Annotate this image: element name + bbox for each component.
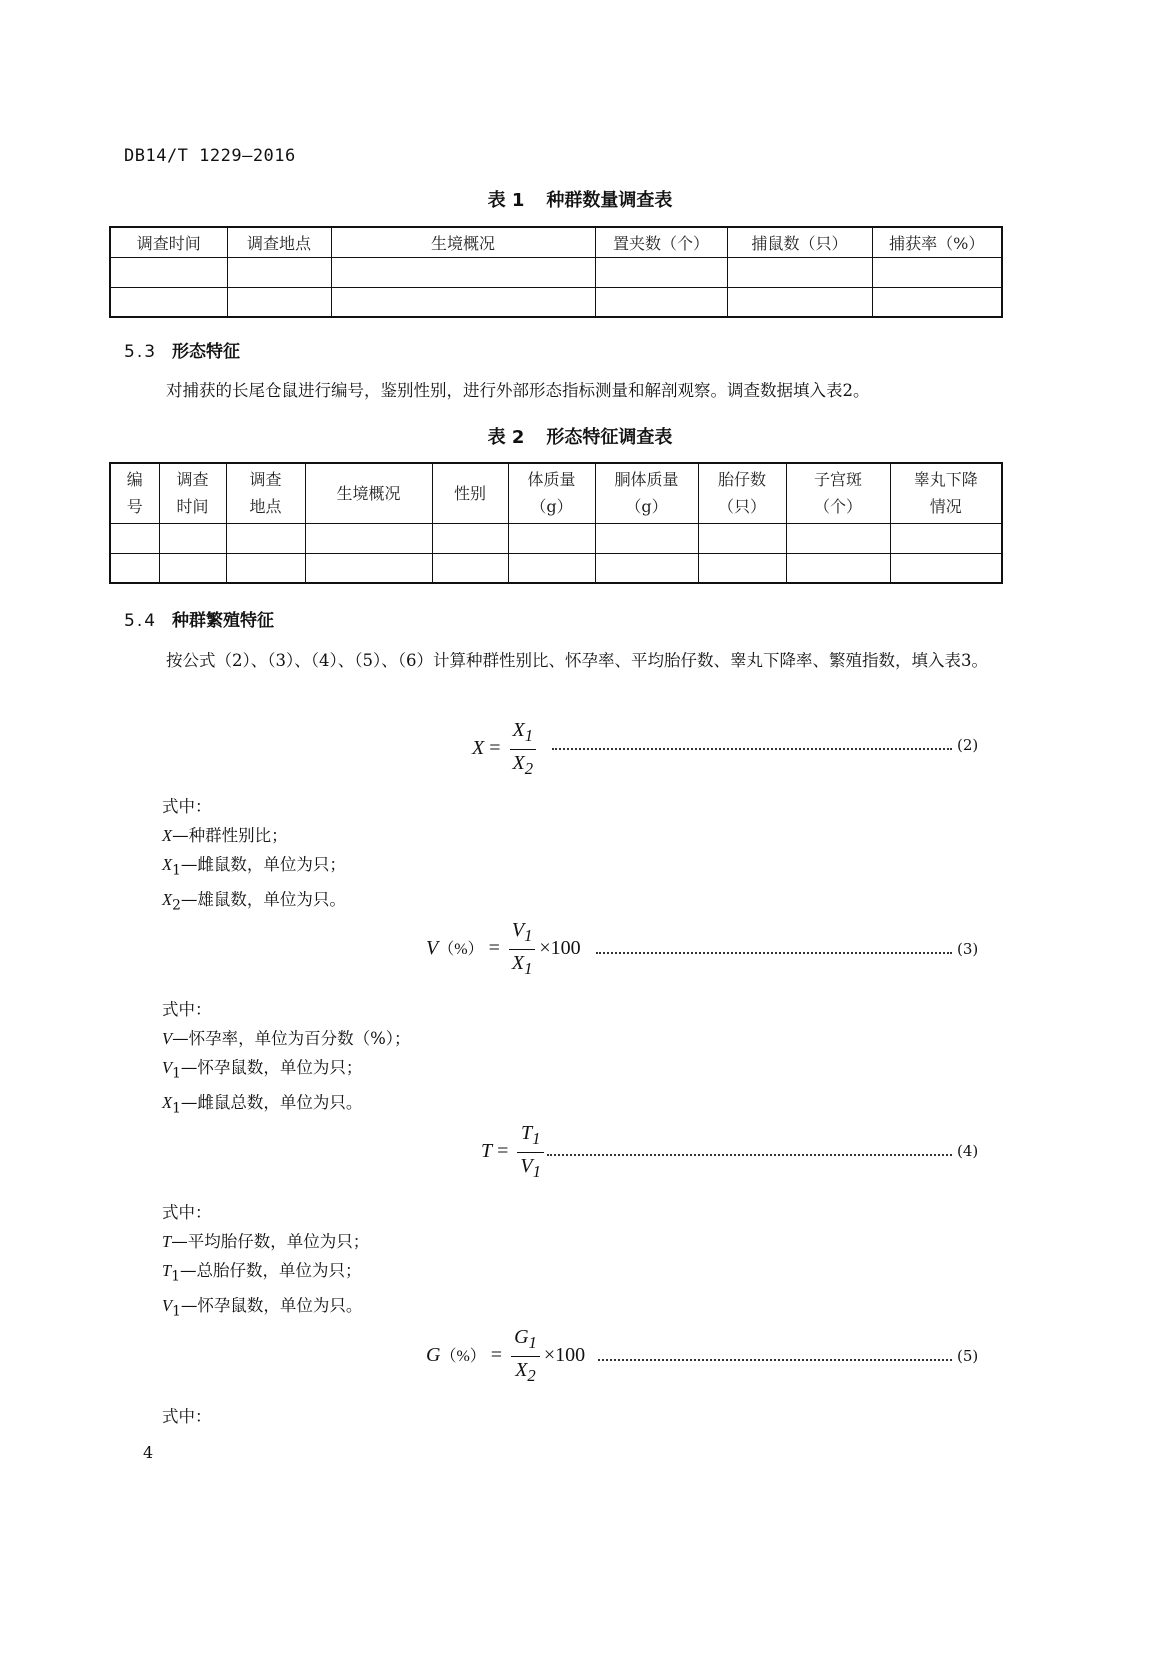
where-label: 式中： (162, 1407, 212, 1426)
table-cell (227, 287, 331, 317)
table2-col-header: 生境概况 (305, 463, 432, 523)
table-cell (227, 257, 331, 287)
table-cell (305, 553, 432, 583)
where-label: 式中： (162, 1000, 212, 1019)
leader-dots (552, 748, 952, 750)
equation-number: (5) (957, 1347, 979, 1365)
table-cell (159, 523, 226, 553)
equation-number: (3) (957, 940, 979, 958)
table-cell (110, 257, 227, 287)
section-title: 形态特征 (172, 342, 240, 362)
table-row (110, 553, 1002, 583)
table-cell (872, 287, 1002, 317)
table2-col-header: 编 号 (110, 463, 159, 523)
table2-col-header: 性别 (432, 463, 508, 523)
table-cell (595, 257, 727, 287)
table2-col-header: 调查 地点 (226, 463, 305, 523)
table2-col-header: 睾丸下降 情况 (890, 463, 1002, 523)
table-cell (331, 287, 595, 317)
table-cell (159, 553, 226, 583)
table1-caption (0, 186, 1160, 212)
table1-col-header: 调查时间 (110, 227, 227, 257)
table1-col-header: 置夹数（个） (595, 227, 727, 257)
table1-col-header: 捕获率（%） (872, 227, 1002, 257)
table-cell (432, 523, 508, 553)
table1-caption-title: 种群数量调查表 (546, 190, 673, 211)
variable-definition: T—平均胎仔数，单位为只； (162, 1232, 370, 1251)
table-cell (331, 257, 595, 287)
table2-caption-title: 形态特征调查表 (546, 427, 673, 448)
table-cell (890, 523, 1002, 553)
morphology-survey-table (109, 462, 1003, 584)
standard-number: DB14/T 1229—2016 (124, 146, 296, 166)
table-cell (110, 523, 159, 553)
table-cell (508, 553, 595, 583)
where-label: 式中： (162, 797, 212, 816)
section-5-3-heading (124, 337, 240, 362)
formula-3: V（%） = $\frac{V_1}{X_1}$ ×100 (426, 919, 581, 978)
variable-definition: $V_1—$怀孕鼠数，单位为只。 (162, 1296, 363, 1320)
section-title: 种群繁殖特征 (172, 611, 274, 631)
where-block-5 (162, 1402, 212, 1431)
section-number: 5.3 (124, 342, 158, 362)
table-cell (305, 523, 432, 553)
page-number: 4 (143, 1443, 154, 1462)
table-cell (595, 287, 727, 317)
table-cell (698, 523, 786, 553)
leader-dots (547, 1154, 952, 1156)
where-block-2 (162, 792, 346, 921)
variable-definition: $X_1—$雌鼠数，单位为只； (162, 855, 346, 879)
variable-definition: $T_1—$总胎仔数，单位为只； (162, 1261, 362, 1285)
table2-col-header: 体质量 （g） (508, 463, 595, 523)
where-block-4 (162, 1198, 369, 1327)
table-cell (508, 523, 595, 553)
table2-caption (0, 423, 1160, 449)
table-cell (786, 553, 890, 583)
table2-col-header: 调查 时间 (159, 463, 226, 523)
section-number: 5.4 (124, 611, 158, 631)
table-cell (890, 553, 1002, 583)
table-row (110, 523, 1002, 553)
leader-dots (596, 952, 952, 954)
table1-col-header: 捕鼠数（只） (727, 227, 872, 257)
section-5-4-heading (124, 606, 274, 631)
table-cell (595, 553, 698, 583)
equation-number: (2) (957, 736, 979, 754)
variable-definition: $X_1—$雌鼠总数，单位为只。 (162, 1093, 363, 1117)
variable-definition: V—怀孕率，单位为百分数（%）； (162, 1029, 411, 1048)
table-row (110, 257, 1002, 287)
leader-dots (598, 1359, 952, 1361)
table2-header-row (110, 463, 1002, 523)
table2-col-header: 胎仔数 （只） (698, 463, 786, 523)
table-cell (595, 523, 698, 553)
table-cell (226, 523, 305, 553)
formula-4: T = $\frac{T_1}{V_1}$ (481, 1120, 548, 1185)
table2-col-header: 子宫斑 （个） (786, 463, 890, 523)
table-cell (432, 553, 508, 583)
table-cell (110, 553, 159, 583)
variable-definition: X—种群性别比； (162, 826, 288, 845)
table1-caption-number: 表 1 (487, 190, 525, 211)
table1-col-header: 生境概况 (331, 227, 595, 257)
table2-caption-number: 表 2 (487, 427, 525, 448)
table-cell (110, 287, 227, 317)
formula-2: X = $\frac{X_1}{X_2}$ (472, 717, 540, 782)
equation-number: (4) (957, 1142, 979, 1160)
where-block-3 (162, 995, 411, 1124)
table1-col-header: 调查地点 (227, 227, 331, 257)
table-row (110, 287, 1002, 317)
variable-definition: $V_1—$怀孕鼠数，单位为只； (162, 1058, 363, 1082)
table2-col-header: 胴体质量 （g） (595, 463, 698, 523)
where-label: 式中： (162, 1203, 212, 1222)
table-cell (786, 523, 890, 553)
formula-5: G（%） = $\frac{G_1}{X_2}$ ×100 (426, 1326, 586, 1385)
population-survey-table (109, 226, 1003, 318)
table-cell (226, 553, 305, 583)
table1-header-row (110, 227, 1002, 257)
table-cell (727, 287, 872, 317)
variable-definition: $X_2—$雄鼠数，单位为只。 (162, 890, 346, 914)
paragraph-morphology: 对捕获的长尾仓鼠进行编号，鉴别性别，进行外部形态指标测量和解剖观察。调查数据填入表2。 (166, 381, 870, 400)
table-cell (872, 257, 1002, 287)
table-cell (698, 553, 786, 583)
table-cell (727, 257, 872, 287)
paragraph-reproduction: 按公式（2）、（3）、（4）、（5）、（6）计算种群性别比、怀孕率、平均胎仔数、睾丸下降率、繁殖指数，填入表3。 (166, 651, 988, 670)
